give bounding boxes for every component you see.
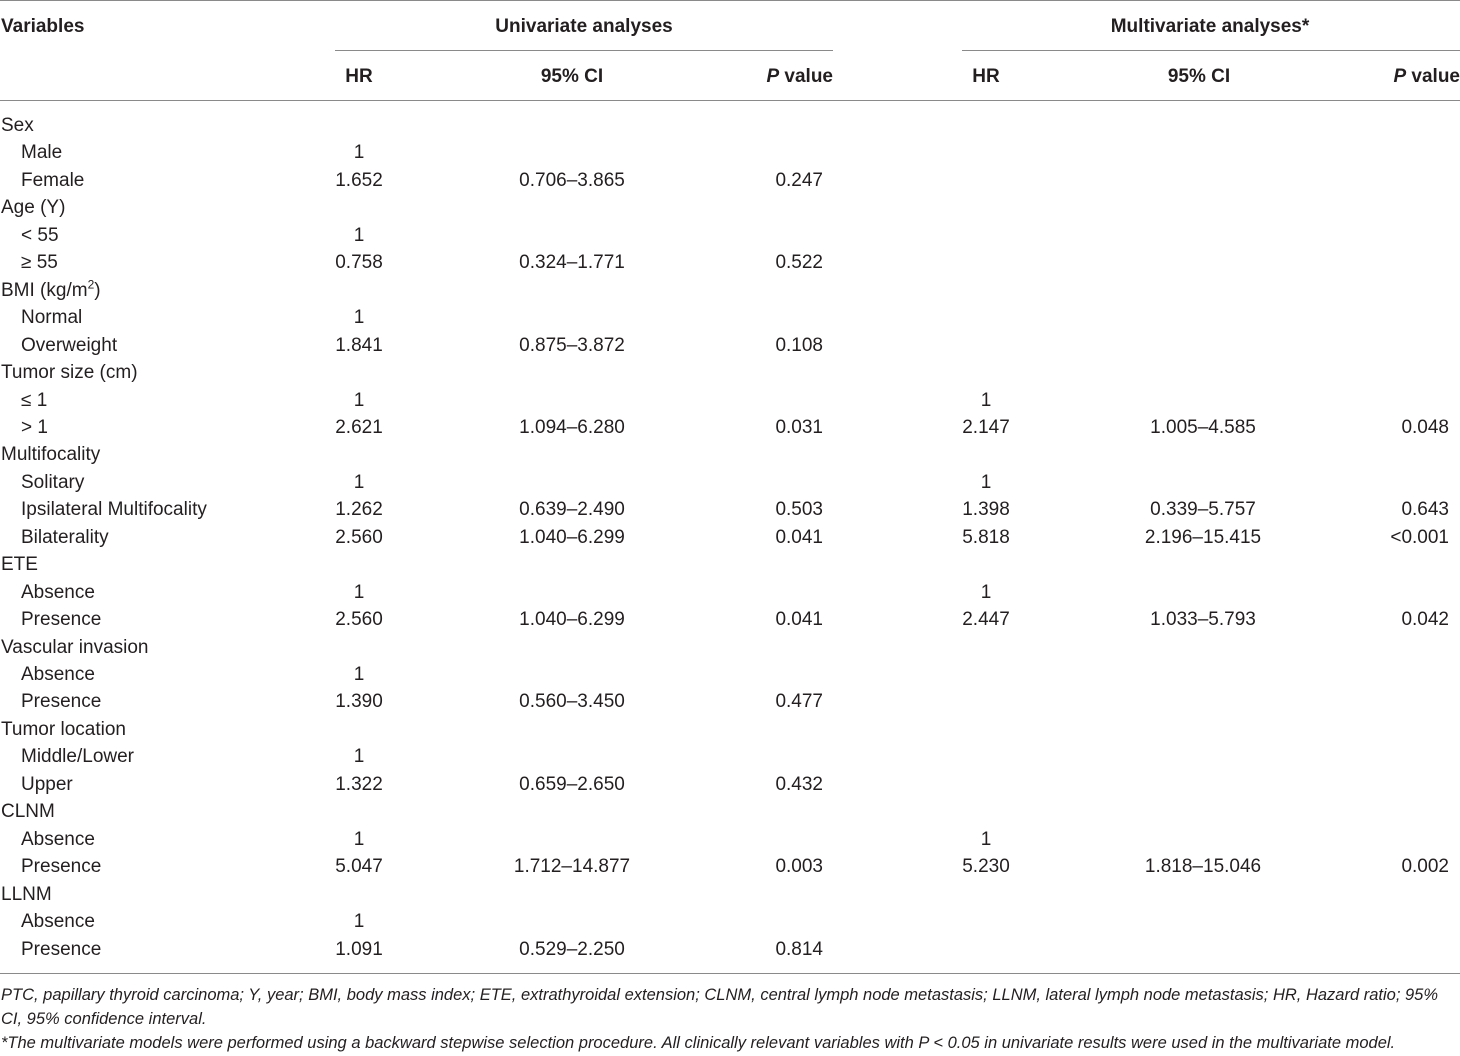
- table-row: [0, 249, 1460, 276]
- cell-u-hr: 0.758: [335, 252, 383, 274]
- category-label: Presence: [21, 691, 102, 713]
- header-u-p: P value: [766, 66, 833, 87]
- category-label: Middle/Lower: [21, 746, 134, 768]
- category-label: Ipsilateral Multifocality: [21, 499, 207, 521]
- category-label: ≥ 55: [21, 252, 58, 274]
- cell-u-hr: 2.560: [335, 609, 383, 631]
- category-label: Female: [21, 169, 85, 191]
- table-bottom-rule: [0, 973, 1460, 974]
- table-row: [0, 826, 1460, 853]
- cell-m-p: 0.002: [1401, 856, 1449, 878]
- cell-u-p: 0.477: [775, 691, 823, 713]
- cell-u-ci: 0.639–2.490: [519, 499, 625, 521]
- table-row: [0, 524, 1460, 551]
- cell-u-p: 0.814: [775, 938, 823, 960]
- category-label: Bilaterality: [21, 526, 109, 548]
- cell-u-ci: 1.040–6.299: [519, 609, 625, 631]
- table-row: [0, 743, 1460, 770]
- variable-label: Sex: [1, 115, 34, 136]
- cell-m-hr: 2.447: [962, 609, 1010, 631]
- category-label: Absence: [21, 911, 95, 932]
- category-label: Upper: [21, 773, 73, 795]
- category-label: Male: [21, 142, 63, 164]
- header-m-p: P value: [1393, 66, 1460, 87]
- cell-m-hr: 5.230: [962, 856, 1010, 878]
- cell-u-ci: 0.875–3.872: [519, 334, 625, 356]
- variable-label: LLNM: [1, 883, 52, 905]
- table-row: [0, 606, 1460, 633]
- cell-u-hr: 1.262: [335, 499, 383, 521]
- univariate-span-rule: [335, 50, 833, 51]
- cell-u-ci: 0.659–2.650: [519, 773, 625, 795]
- cell-m-p: <0.001: [1390, 526, 1449, 548]
- cell-u-hr: 2.560: [335, 526, 383, 548]
- table-row: [0, 332, 1460, 359]
- table-row: [0, 771, 1460, 798]
- table-row: [0, 167, 1460, 194]
- table-row: [0, 414, 1460, 441]
- category-label: Solitary: [21, 471, 85, 493]
- cell-u-ci: 1.040–6.299: [519, 526, 625, 548]
- table-row: [0, 661, 1460, 688]
- cell-u-p: 0.041: [775, 526, 823, 548]
- cell-m-ci: 1.818–15.046: [1144, 856, 1262, 878]
- cell-u-hr: 1.091: [335, 938, 383, 960]
- cell-m-hr: 2.147: [962, 416, 1010, 438]
- variable-label: Vascular invasion: [1, 636, 149, 658]
- multivariate-span-rule: [962, 50, 1460, 51]
- cell-u-hr: 1: [353, 746, 365, 768]
- cell-m-p: 0.643: [1401, 499, 1449, 521]
- cell-u-p: 0.031: [775, 416, 823, 438]
- cell-m-hr: 1: [980, 828, 992, 850]
- table-row: [0, 277, 1460, 304]
- table-row: [0, 387, 1460, 414]
- cell-u-hr: 1: [353, 911, 365, 932]
- variable-label: Tumor size (cm): [1, 362, 138, 383]
- header-multivariate: Multivariate analyses*: [1110, 16, 1310, 37]
- category-label: Absence: [21, 828, 95, 850]
- table-row: [0, 881, 1460, 908]
- variable-label: CLNM: [1, 801, 55, 823]
- cell-u-ci: 1.712–14.877: [513, 856, 631, 878]
- cell-m-ci: 2.196–15.415: [1144, 526, 1262, 548]
- cell-u-ci: 1.094–6.280: [519, 416, 625, 438]
- cell-u-ci: 0.529–2.250: [519, 938, 625, 960]
- cell-m-hr: 5.818: [962, 526, 1010, 548]
- footnote-abbreviations: PTC, papillary thyroid carcinoma; Y, year; BMI, body mass index; ETE, extrathyroidal extension; CLNM, central lymph node metastasis; LLNM, lateral lymph node metastasis; HR, Hazard ratio; 95% CI, 95% confidence interval.: [1, 986, 1439, 1028]
- table-row: [0, 716, 1460, 743]
- cell-m-ci: 1.033–5.793: [1150, 609, 1256, 631]
- category-label: > 1: [21, 416, 48, 438]
- variable-label: ETE: [1, 554, 38, 576]
- table-row: [0, 853, 1460, 880]
- table-row: [0, 139, 1460, 166]
- table-row: [0, 222, 1460, 249]
- category-label: ≤ 1: [21, 389, 48, 411]
- table-row: [0, 304, 1460, 331]
- table-top-rule: [0, 0, 1460, 1]
- cell-m-hr: 1.398: [962, 499, 1010, 521]
- cell-u-hr: 1: [353, 471, 365, 493]
- cell-u-hr: 5.047: [335, 856, 383, 878]
- table-row: [0, 194, 1460, 221]
- cell-m-hr: 1: [980, 581, 992, 603]
- cell-u-hr: 1: [353, 224, 365, 246]
- table-row: [0, 359, 1460, 386]
- cell-u-p: 0.108: [775, 334, 823, 356]
- cell-u-hr: 1: [353, 581, 365, 603]
- category-label: < 55: [21, 224, 59, 246]
- cell-u-p: 0.003: [775, 856, 823, 878]
- cell-m-ci: 1.005–4.585: [1150, 416, 1256, 438]
- header-u-ci: 95% CI: [540, 66, 604, 87]
- category-label: Normal: [21, 307, 83, 329]
- cell-u-ci: 0.706–3.865: [519, 169, 625, 191]
- cell-u-hr: 1: [353, 307, 365, 329]
- header-univariate: Univariate analyses: [495, 16, 673, 37]
- category-label: Presence: [21, 609, 102, 631]
- cell-m-hr: 1: [980, 471, 992, 493]
- cell-u-hr: 1.390: [335, 691, 383, 713]
- variable-label: Tumor location: [1, 718, 126, 740]
- table-row: [0, 798, 1460, 825]
- header-m-hr: HR: [972, 66, 1000, 87]
- cell-u-p: 0.247: [775, 169, 823, 191]
- cell-m-ci: 0.339–5.757: [1150, 499, 1256, 521]
- cell-u-hr: 1: [353, 664, 365, 685]
- cell-u-hr: 1.841: [335, 334, 383, 356]
- table-row: [0, 469, 1460, 496]
- cell-u-hr: 2.621: [335, 416, 383, 438]
- cell-u-hr: 1: [353, 828, 365, 850]
- cell-u-hr: 1: [353, 142, 365, 164]
- cell-u-p: 0.041: [775, 609, 823, 631]
- category-label: Presence: [21, 938, 102, 960]
- variable-label: Age (Y): [1, 197, 66, 219]
- cell-u-ci: 0.324–1.771: [519, 252, 625, 274]
- header-variables: Variables: [1, 16, 85, 37]
- category-label: Absence: [21, 664, 95, 685]
- table-row: [0, 551, 1460, 578]
- table-row: [0, 634, 1460, 661]
- cell-u-hr: 1: [353, 389, 365, 411]
- table-row: [0, 579, 1460, 606]
- variable-label: BMI $(kg/m^2)$: [1, 277, 101, 301]
- table-row: [0, 112, 1460, 139]
- table-row: [0, 496, 1460, 523]
- header-bottom-rule: [0, 100, 1460, 101]
- table-row: [0, 441, 1460, 468]
- category-label: Absence: [21, 581, 95, 603]
- header-m-ci: 95% CI: [1167, 66, 1231, 87]
- category-label: Overweight: [21, 334, 118, 356]
- header-u-hr: HR: [345, 66, 373, 87]
- cell-u-p: 0.522: [775, 252, 823, 274]
- cell-u-hr: 1.652: [335, 169, 383, 191]
- table-row: [0, 908, 1460, 935]
- cell-u-p: 0.503: [775, 499, 823, 521]
- category-label: Presence: [21, 856, 102, 878]
- cell-m-hr: 1: [980, 389, 992, 411]
- cell-u-p: 0.432: [775, 773, 823, 795]
- table-row: [0, 688, 1460, 715]
- cell-u-hr: 1.322: [335, 773, 383, 795]
- table-row: [0, 936, 1460, 963]
- cell-m-p: 0.048: [1401, 416, 1449, 438]
- cell-u-ci: 0.560–3.450: [519, 691, 625, 713]
- cell-m-p: 0.042: [1401, 609, 1449, 631]
- variable-label: Multifocality: [1, 444, 101, 466]
- footnote-method: *The multivariate models were performed using a backward stepwise selection procedure. All clinically relevant variables with P < 0.05 in univariate results were used in the multivariate model.: [1, 1034, 1396, 1052]
